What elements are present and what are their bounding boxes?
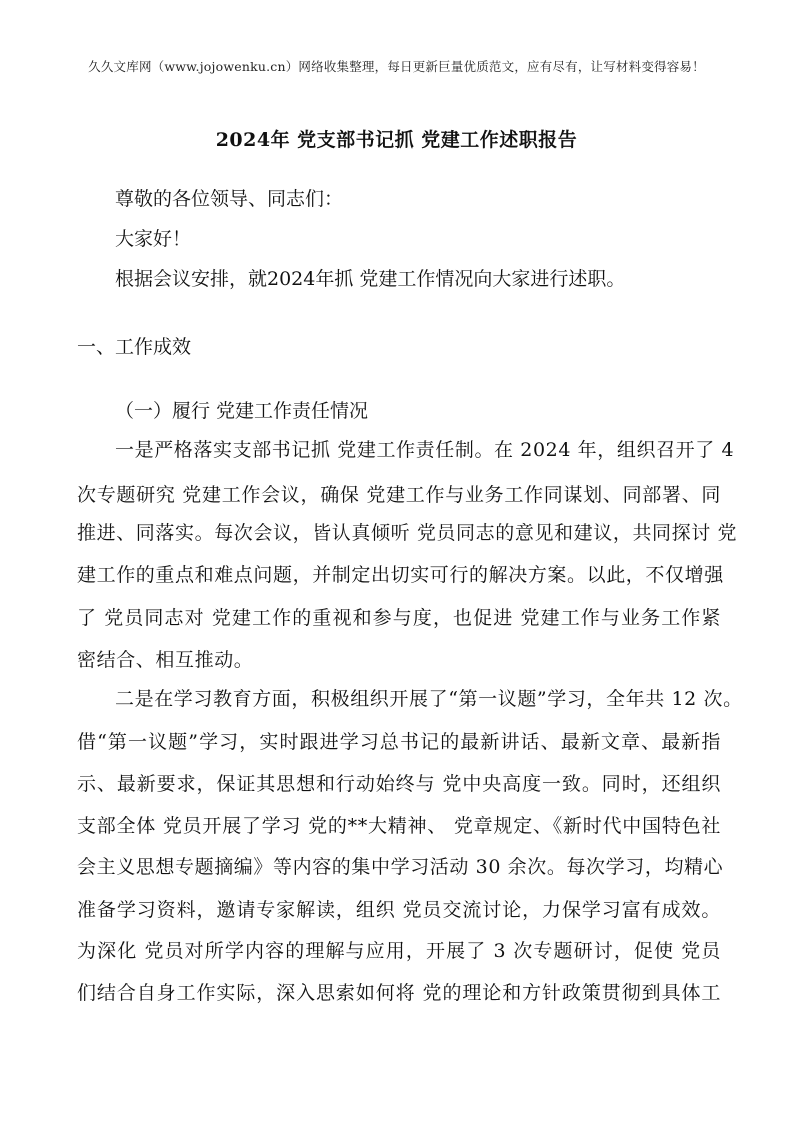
paragraph-line: 借“第一议题”学习，实时跟进学习总书记的最新讲话、最新文章、最新指: [77, 731, 721, 753]
paragraph-line: 会主义思想专题摘编》等内容的集中学习活动 30 余次。每次学习，均精心: [77, 856, 724, 878]
paragraph-line: 一是严格落实支部书记抓 党建工作责任制。在 2024 年，组织召开了 4: [115, 439, 735, 461]
paragraph-line: 示、最新要求，保证其思想和行动始终与 党中央高度一致。同时，还组织: [77, 773, 721, 795]
paragraph-line: 次专题研究 党建工作会议，确保 党建工作与业务工作同谋划、同部署、同: [77, 484, 721, 506]
paragraph-line: 准备学习资料，邀请专家解读，组织 党员交流讨论，力保学习富有成效。: [77, 899, 721, 921]
document-title: 2024年 党支部书记抓 党建工作述职报告: [215, 129, 578, 151]
paragraph-line: 们结合自身工作实际，深入思索如何将 党的理论和方针政策贯彻到具体工: [77, 982, 721, 1004]
paragraph-line: 为深化 党员对所学内容的理解与应用，开展了 3 次专题研讨，促使 党员: [77, 940, 721, 962]
paragraph-line: 了 党员同志对 党建工作的重视和参与度，也促进 党建工作与业务工作紧: [77, 607, 721, 629]
page-header: 久久文库网（www.jojowenku.cn）网络收集整理，每日更新巨量优质范文，应有尽有，让写材料变得容易！: [88, 59, 705, 74]
salutation: 尊敬的各位领导、同志们：: [115, 188, 344, 210]
section-heading: 一、工作成效: [77, 336, 192, 358]
greeting: 大家好！: [115, 228, 192, 250]
paragraph-line: 建工作的重点和难点问题，并制定出切实可行的解决方案。以此，不仅增强: [77, 564, 724, 586]
paragraph-line: 密结合、相互推动。: [77, 649, 254, 671]
paragraph-line: 支部全体 党员开展了学习 党的**大精神、 党章规定、《新时代中国特色社: [77, 815, 721, 837]
paragraph-line: 推进、同落实。每次会议，皆认真倾听 党员同志的意见和建议，共同探讨 党: [77, 522, 738, 544]
subsection-heading: （一）履行 党建工作责任情况: [115, 400, 369, 422]
intro-paragraph: 根据会议安排，就2024年抓 党建工作情况向大家进行述职。: [115, 268, 626, 290]
paragraph-line: 二是在学习教育方面，积极组织开展了“第一议题”学习，全年共 12 次。: [115, 688, 743, 710]
